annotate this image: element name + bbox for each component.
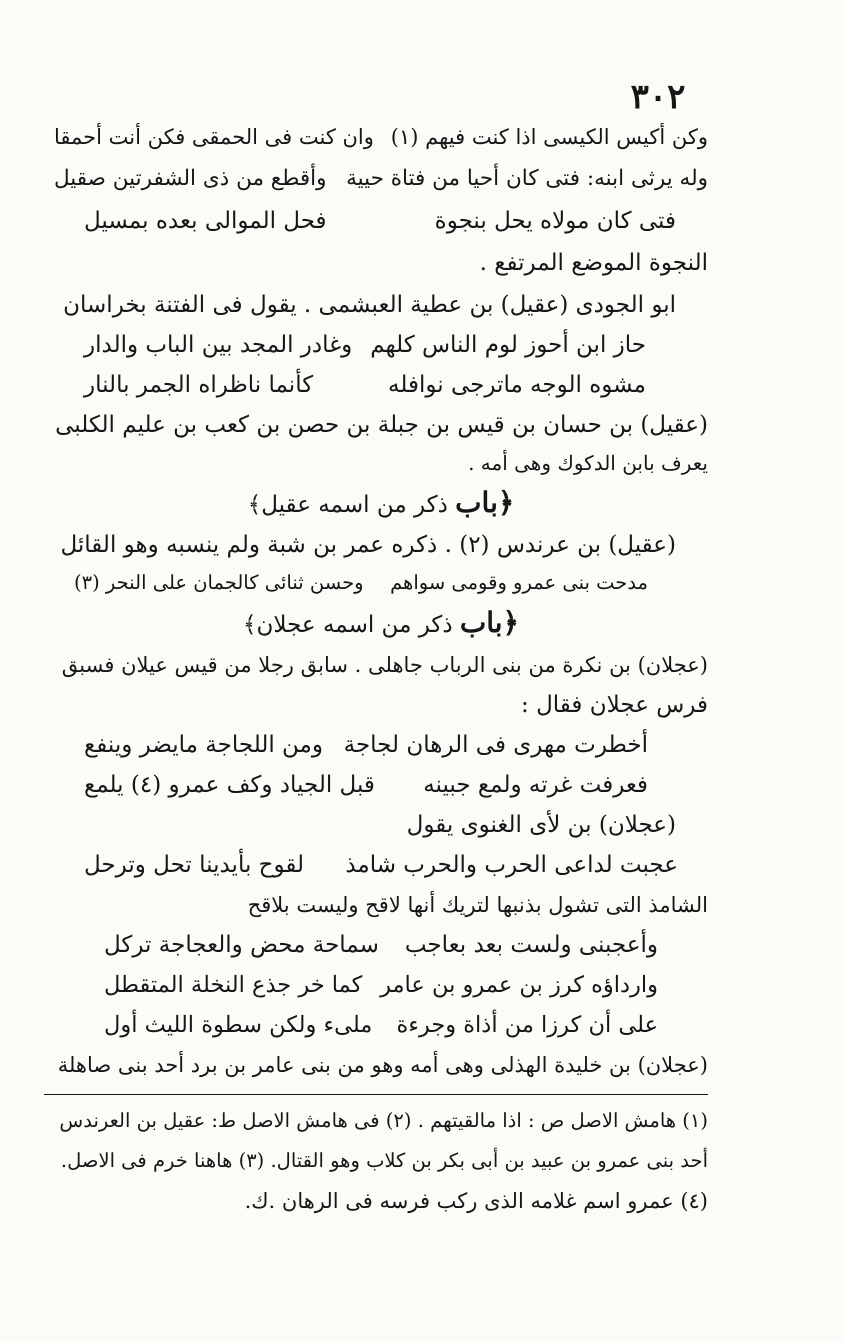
footnote-line: (٤) عمرو اسم غلامه الذى ركب فرسه فى الرهان .ك. [244, 1189, 708, 1213]
prose-line: (عجلان) بن لأى الغنوى يقول [406, 812, 676, 838]
verse-hemistich: قبل الجياد وكف عمرو (٤) يلمع [84, 772, 375, 798]
verse-line [84, 328, 646, 364]
verse-line [74, 566, 648, 602]
verse-hemistich: وغادر المجد بين الباب والدار [84, 332, 353, 358]
footnote-divider [44, 1094, 708, 1095]
verse-line [84, 848, 678, 884]
verse-line [54, 120, 708, 156]
prose-line: الشامذ التى تشول بذنبها لتريك أنها لاقح وليست بلاقح [247, 893, 708, 917]
verse-hemistich: كأنما ناظراه الجمر بالنار [84, 372, 314, 398]
prose-line: يعرف بابن الدكوك وهى أمه . [468, 451, 708, 475]
prose-line: فرس عجلان فقال : [521, 692, 708, 718]
verse-hemistich: سماحة محض والعجاجة تركل [104, 932, 379, 958]
verse-line [84, 204, 676, 240]
footnote-line: أحد بنى عمرو بن عبيد بن أبى بكر بن كلاب وهو القتال. (٣) هاهنا خرم فى الاصل. [60, 1149, 708, 1172]
verse-hemistich: فعرفت غرته ولمع جبينه [423, 772, 648, 798]
prose-line: (عقيل) بن عرندس (٢) . ذكره عمر بن شبة ولم ينسبه وهو القائل [60, 532, 676, 558]
verse-hemistich: فحل الموالى بعده بمسيل [84, 208, 327, 234]
verse-hemistich: وحسن ثنائى كالجمان على النحر (٣) [74, 571, 364, 594]
section-heading [54, 606, 708, 642]
verse-hemistich: أخطرت مهرى فى الرهان لجاجة [343, 732, 648, 758]
verse-line [84, 728, 648, 764]
verse-hemistich: وارداؤه كرز بن عمرو بن عامر [380, 972, 658, 998]
heading-title: ذكر من اسمه عقيل﴾ [247, 492, 448, 518]
verse-line [84, 368, 646, 404]
verse-hemistich: لقوح بأيدينا تحل وترحل [84, 852, 305, 878]
verse-line [104, 968, 658, 1004]
heading-title: ذكر من اسمه عجلان﴾ [242, 612, 453, 638]
verse-hemistich: وكن أكيس الكيسى اذا كنت فيهم (١) [390, 125, 708, 149]
verse-line [54, 162, 708, 198]
prose-line: (عجلان) بن خليدة الهذلى وهى أمه وهو من بنى عامر بن برد أحد بنى صاهلة [57, 1053, 708, 1077]
verse-hemistich: وأقطع من ذى الشفرتين صقيل [54, 166, 327, 191]
verse-hemistich: وله يرثى ابنه: فتى كان أحيا من فتاة حيية [346, 166, 708, 191]
verse-hemistich: ومن اللجاجة مايضر وينفع [84, 732, 323, 758]
verse-hemistich: عجبت لداعى الحرب والحرب شامذ [345, 852, 678, 878]
verse-hemistich: مدحت بنى عمرو وقومى سواهم [390, 571, 648, 594]
verse-hemistich: ملىء ولكن سطوة الليث أول [104, 1012, 373, 1038]
verse-line [84, 768, 648, 804]
verse-line [104, 1008, 658, 1044]
prose-line: (عجلان) بن نكرة من بنى الرباب جاهلى . سابق رجلا من قيس عيلان فسبق [61, 653, 708, 677]
prose-line: ابو الجودى (عقيل) بن عطية العبشمى . يقول فى الفتنة بخراسان [63, 292, 676, 318]
heading-bab: ﴿باب [455, 486, 515, 519]
footnote-line: (١) هامش الاصل ص : اذا مالقيتهم . (٢) فى هامش الاصل ط: عقيل بن العرندس [59, 1109, 708, 1132]
section-heading [54, 486, 708, 522]
page-number: ٣٠٢ [630, 77, 686, 117]
prose-line: النجوة الموضع المرتفع . [479, 250, 708, 276]
prose-line: (عقيل) بن حسان بن قيس بن جبلة بن حصن بن كعب بن عليم الكلبى [55, 412, 708, 438]
verse-hemistich: وأعجبنى ولست بعد بعاجب [404, 932, 658, 958]
verse-hemistich: فتى كان مولاه يحل بنجوة [434, 208, 676, 234]
heading-bab: ﴿باب [459, 606, 519, 639]
verse-hemistich: مشوه الوجه ماترجى نوافله [388, 372, 646, 398]
verse-hemistich: وان كنت فى الحمقى فكن أنت أحمقا [54, 125, 374, 149]
verse-line [104, 928, 658, 964]
verse-hemistich: كما خر جذع النخلة المتقطل [104, 972, 363, 998]
verse-hemistich: على أن كرزا من أذاة وجرءة [396, 1012, 658, 1038]
verse-hemistich: حاز ابن أحوز لوم الناس كلهم [370, 332, 646, 358]
